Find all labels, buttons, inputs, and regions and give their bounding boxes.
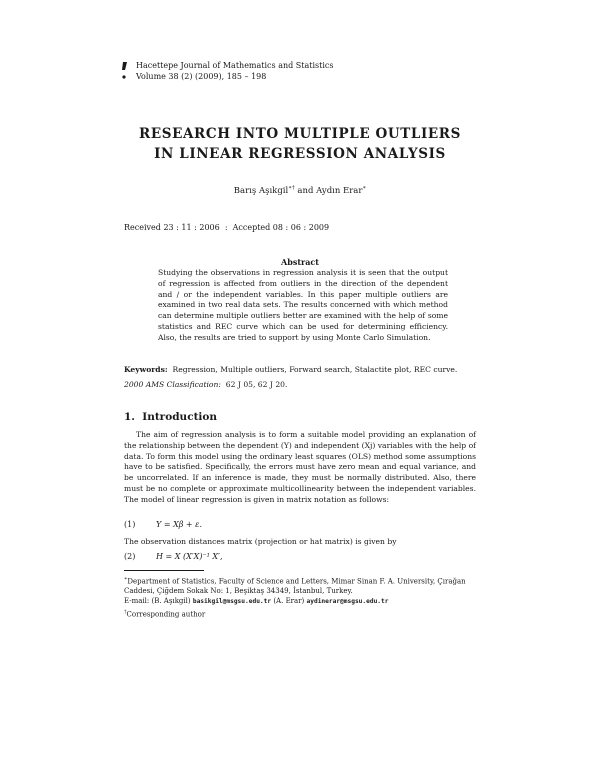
authors: [0, 185, 600, 196]
footnotes: [124, 574, 480, 620]
section-number: 1.: [124, 411, 135, 423]
msc-classification: [124, 380, 287, 389]
abstract-heading: Abstract: [281, 257, 319, 267]
abstract-text: Studying the observations in regression analysis it is seen that the output of regression is affected from outliers in the direction of the dependent and / or the independent variables. In this paper multiple outliers are examined in two real data sets. The results concerned with which method can determine multiple outliers better are examined with the help of some statistics and REC curve which can be used for determining efficiency. Also, the results are tried to support by using Monte Carlo Simulation.: [158, 268, 448, 342]
keywords-label: Keywords:: [124, 365, 168, 374]
keywords: [124, 365, 484, 374]
journal-header: [136, 60, 333, 82]
title-line-1: RESEARCH INTO MULTIPLE OUTLIERS: [139, 126, 461, 142]
journal-volume: Volume 38 (2) (2009), 185 – 198: [136, 72, 267, 81]
equation-1: [124, 520, 202, 529]
footnote-corr-text: Corresponding author: [126, 610, 206, 619]
equation-2-body: H = X (X′X)⁻¹ X′,: [156, 552, 223, 561]
author-1-marks: ∗†: [288, 185, 295, 191]
footnote-email: [124, 596, 480, 607]
title-line-2: IN LINEAR REGRESSION ANALYSIS: [154, 146, 446, 162]
equation-2-number: (2): [124, 552, 136, 561]
email-mid: (A. Erar): [273, 597, 305, 606]
footnote-corresponding: [124, 607, 480, 619]
footnote-dept: [124, 574, 480, 596]
paper-title: [0, 124, 600, 164]
section-heading: [124, 411, 217, 423]
section-title: Introduction: [142, 411, 218, 423]
received-dates: Received 23 : 11 : 2006 : Accepted 08 : 06 : 2009: [124, 223, 330, 232]
author-1: Barış Aşıkgil: [233, 185, 289, 196]
footnote-dept-text: Department of Statistics, Faculty of Science and Letters, Mimar Sinan F. A. University, Çırağan Caddesi, Çiğdem Sokak No: 1, Beşiktaş 34349, İstanbul, Turkey.: [124, 577, 466, 596]
msc-label: 2000 AMS Classification:: [124, 380, 221, 389]
journal-logo-icon: [120, 61, 129, 81]
intro-paragraph: The aim of regression analysis is to form a suitable model providing an explanation of the relationship between the dependent (Y) and independent (Xj) variables with the help of data. To form this model using the ordinary least squares (OLS) method some assumptions have to be satisfied. Specifically, the errors must have zero mean and equal variance, and be uncorrelated. If an inference is made, they must be normally distributed. Also, there must be no complete or approximate multicollinearity between the independent variables. The model of linear regression is given in matrix notation as follows:: [124, 430, 476, 504]
email-link-1[interactable]: basikgil@msgsu.edu.tr: [192, 598, 272, 606]
observation-text: The observation distances matrix (projection or hat matrix) is given by: [124, 537, 397, 546]
equation-1-body: Y = Xβ + ε.: [156, 520, 203, 529]
msc-text: 62 J 05, 62 J 20.: [225, 380, 288, 389]
email-link-2[interactable]: aydinerar@msgsu.edu.tr: [306, 598, 389, 606]
equation-2: [124, 552, 222, 561]
author-and: and: [294, 185, 317, 196]
keywords-text: Regression, Multiple outliers, Forward search, Stalactite plot, REC curve.: [172, 365, 458, 374]
equation-1-number: (1): [124, 520, 136, 529]
author-2: Aydın Erar: [316, 185, 363, 196]
journal-name: Hacettepe Journal of Mathematics and Statistics: [136, 61, 334, 70]
footnote-dept-mark: ∗: [124, 576, 128, 582]
footnote-corr-mark: †: [124, 609, 127, 616]
author-2-marks: ∗: [362, 185, 367, 191]
email-label: E-mail: (B. Aşıkgil): [124, 597, 191, 606]
footnote-rule: [124, 570, 204, 571]
